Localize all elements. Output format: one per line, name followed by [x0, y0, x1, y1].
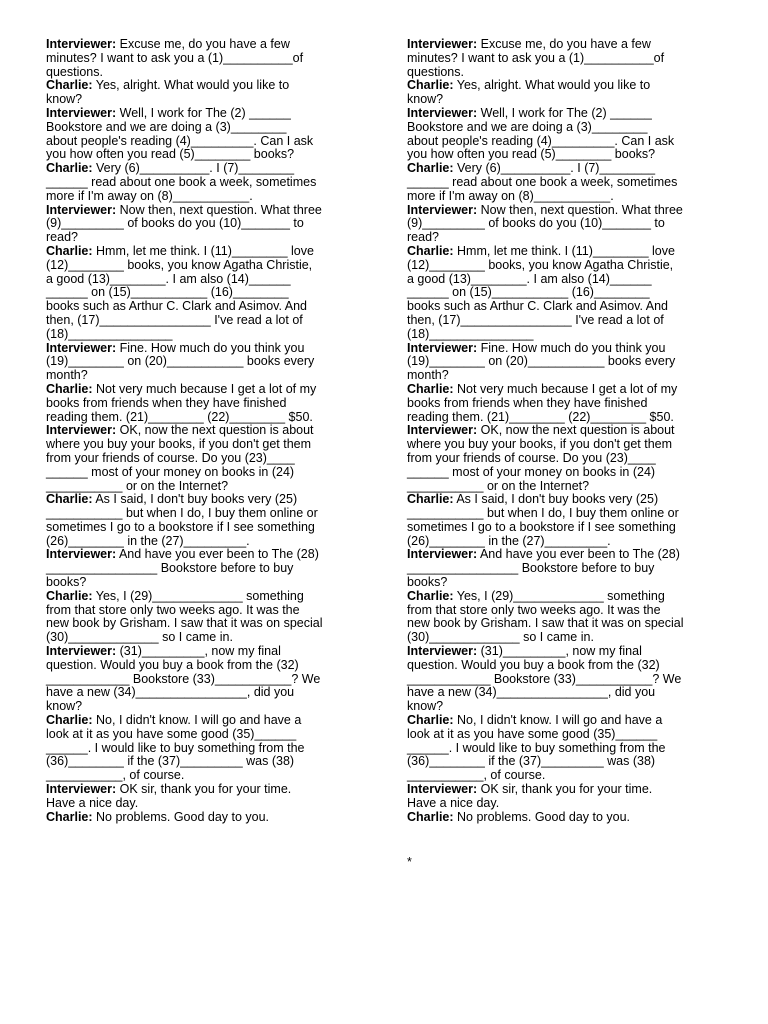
dialogue-line [407, 314, 725, 328]
dialogue-text: Well, I work for The (2) ______ [116, 105, 291, 120]
speaker-label: Interviewer: [46, 547, 117, 562]
speaker-label: Charlie: [407, 492, 454, 507]
dialogue-line [46, 107, 364, 121]
dialogue-text: (36)________ if the (37)_________ was (38) [407, 754, 656, 769]
dialogue-line [407, 604, 725, 618]
dialogue-line [46, 162, 364, 176]
speaker-label: Charlie: [46, 161, 93, 176]
dialogue-line [46, 686, 364, 700]
dialogue-text: (19)________ on (20)___________ books every [407, 354, 676, 369]
dialogue-line [46, 604, 364, 618]
dialogue-text: then, (17)________________ I've read a lot of [46, 312, 303, 327]
dialogue-line [46, 714, 364, 728]
dialogue-text: you how often you read (5)________ books? [46, 147, 295, 162]
dialogue-text: ___________ or on the Internet? [46, 478, 229, 493]
dialogue-text: minutes? I want to ask you a (1)__________of [46, 50, 304, 65]
dialogue-line [407, 576, 725, 590]
dialogue-line [46, 548, 364, 562]
dialogue-line [46, 286, 364, 300]
dialogue-text: from that store only two weeks ago. It was the [46, 602, 300, 617]
speaker-label: Charlie: [46, 78, 93, 93]
dialogue-line [407, 686, 725, 700]
dialogue-line [46, 783, 364, 797]
dialogue-line [407, 286, 725, 300]
dialogue-text: Hmm, let me think. I (11)________ love [92, 243, 314, 258]
dialogue-text: ______ most of your money on books in (24) [407, 464, 656, 479]
dialogue-text: ___________ or on the Internet? [407, 478, 590, 493]
dialogue-text: (12)________ books, you know Agatha Christie, [46, 257, 313, 272]
dialogue-line [46, 424, 364, 438]
dialogue-text: reading them. (21)________ (22)________ $50. [407, 409, 674, 424]
speaker-label: Charlie: [46, 492, 93, 507]
dialogue-line [46, 452, 364, 466]
dialogue-text: about people's reading (4)_________. Can I ask [46, 133, 314, 148]
dialogue-line [46, 355, 364, 369]
dialogue-line [46, 493, 364, 507]
dialogue-line [407, 590, 725, 604]
dialogue-text: And have you ever been to The (28) [477, 547, 680, 562]
dialogue-text: question. Would you buy a book from the (32) [46, 657, 299, 672]
dialogue-line [46, 535, 364, 549]
dialogue-text: (26)________ in the (27)_________. [407, 533, 611, 548]
dialogue-text: books from friends when they have finished [407, 395, 648, 410]
dialogue-text: month? [407, 368, 449, 383]
dialogue-line [46, 397, 364, 411]
dialogue-text: Fine. How much do you think you [477, 340, 666, 355]
dialogue-line [46, 300, 364, 314]
footer-mark: * [407, 855, 412, 869]
dialogue-text: Now then, next question. What three [477, 202, 683, 217]
dialogue-line [46, 231, 364, 245]
speaker-label: Charlie: [407, 713, 454, 728]
dialogue-text: a good (13)________. I am also (14)______ [46, 271, 291, 286]
speaker-label: Interviewer: [407, 105, 478, 120]
speaker-label: Interviewer: [46, 37, 117, 51]
dialogue-line [407, 797, 725, 811]
dialogue-text: look at it as you have some good (35)______ [407, 726, 658, 741]
speaker-label: Charlie: [46, 381, 93, 396]
dialogue-text: ____________ Bookstore (33)___________? We [46, 671, 321, 686]
dialogue-line [46, 659, 364, 673]
dialogue-line [407, 148, 725, 162]
dialogue-text: question. Would you buy a book from the (32) [407, 657, 660, 672]
dialogue-text: know? [46, 92, 83, 107]
dialogue-line [46, 176, 364, 190]
dialogue-text: No problems. Good day to you. [453, 809, 631, 824]
dialogue-line [46, 135, 364, 149]
dialogue-line [46, 328, 364, 342]
dialogue-text: Excuse me, do you have a few [116, 37, 290, 51]
dialogue-text: ___________, of course. [407, 768, 546, 783]
speaker-label: Charlie: [407, 588, 454, 603]
dialogue-text: read? [46, 230, 78, 245]
dialogue-line [407, 438, 725, 452]
dialogue-line [407, 162, 725, 176]
dialogue-text: have a new (34)________________, did you [407, 685, 656, 700]
speaker-label: Interviewer: [46, 644, 117, 659]
dialogue-line [46, 259, 364, 273]
dialogue-line [46, 645, 364, 659]
dialogue-line [407, 66, 725, 80]
dialogue-text: (9)_________ of books do you (10)_______ to [46, 216, 304, 231]
dialogue-line [407, 659, 725, 673]
dialogue-text: ______. I would like to buy something from the [46, 740, 305, 755]
dialogue-line [407, 328, 725, 342]
dialogue-line [407, 107, 725, 121]
dialogue-text: Very (6)__________. I (7)________ [453, 161, 656, 176]
dialogue-text: minutes? I want to ask you a (1)__________of [407, 50, 665, 65]
dialogue-text: books such as Arthur C. Clark and Asimov. And [46, 299, 308, 314]
dialogue-line [407, 300, 725, 314]
speaker-label: Charlie: [46, 809, 93, 824]
dialogue-line [407, 631, 725, 645]
dialogue-text: books? [407, 575, 448, 590]
dialogue-line [407, 397, 725, 411]
dialogue-line [46, 700, 364, 714]
dialogue-line [407, 424, 725, 438]
dialogue-line [407, 617, 725, 631]
dialogue-text: Have a nice day. [46, 795, 139, 810]
dialogue-line [407, 355, 725, 369]
dialogue-text: OK, now the next question is about [477, 423, 675, 438]
dialogue-line [46, 314, 364, 328]
dialogue-line [407, 383, 725, 397]
dialogue-text: know? [407, 92, 444, 107]
dialogue-line [407, 135, 725, 149]
dialogue-text: No problems. Good day to you. [92, 809, 270, 824]
dialogue-text: (30)_____________ so I came in. [46, 630, 233, 645]
dialogue-text: As I said, I don't buy books very (25) [453, 492, 659, 507]
dialogue-line [46, 38, 364, 52]
dialogue-text: about people's reading (4)_________. Can I ask [407, 133, 675, 148]
worksheet-column-left [46, 38, 364, 824]
dialogue-text: questions. [407, 64, 464, 79]
dialogue-text: ______ on (15)___________ (16)________ [407, 285, 650, 300]
dialogue-text: know? [46, 699, 83, 714]
dialogue-line [46, 466, 364, 480]
dialogue-line [46, 369, 364, 383]
dialogue-line [46, 728, 364, 742]
dialogue-text: sometimes I go to a bookstore if I see something [46, 519, 315, 534]
dialogue-text: ________________ Bookstore before to buy [46, 561, 294, 576]
dialogue-text: where you buy your books, if you don't get them [46, 437, 312, 452]
dialogue-line [46, 521, 364, 535]
dialogue-text: Yes, alright. What would you like to [92, 78, 290, 93]
speaker-label: Charlie: [407, 243, 454, 258]
dialogue-line [407, 190, 725, 204]
dialogue-text: questions. [46, 64, 103, 79]
dialogue-line [46, 52, 364, 66]
dialogue-text: ________________ Bookstore before to buy [407, 561, 655, 576]
dialogue-line [46, 507, 364, 521]
dialogue-text: new book by Grisham. I saw that it was on special [46, 616, 323, 631]
dialogue-line [407, 369, 725, 383]
dialogue-line [46, 438, 364, 452]
dialogue-line [46, 93, 364, 107]
dialogue-text: Yes, I (29)_____________ something [92, 588, 304, 603]
dialogue-text: read? [407, 230, 439, 245]
speaker-label: Interviewer: [407, 37, 478, 51]
dialogue-line [407, 480, 725, 494]
dialogue-line [46, 66, 364, 80]
dialogue-text: And have you ever been to The (28) [116, 547, 319, 562]
dialogue-line [407, 245, 725, 259]
speaker-label: Interviewer: [407, 340, 478, 355]
dialogue-text: (31)_________, now my final [116, 644, 281, 659]
dialogue-text: new book by Grisham. I saw that it was on special [407, 616, 684, 631]
dialogue-text: No, I didn't know. I will go and have a [92, 713, 302, 728]
dialogue-text: Hmm, let me think. I (11)________ love [453, 243, 675, 258]
dialogue-text: month? [46, 368, 88, 383]
dialogue-text: (18)_______________ [407, 326, 534, 341]
dialogue-line [407, 769, 725, 783]
dialogue-text: from your friends of course. Do you (23)____ [46, 450, 295, 465]
dialogue-text: ______ read about one book a week, sometimes [407, 174, 678, 189]
speaker-label: Interviewer: [46, 202, 117, 217]
speaker-label: Interviewer: [46, 782, 117, 797]
dialogue-text: Very (6)__________. I (7)________ [92, 161, 295, 176]
dialogue-line [46, 480, 364, 494]
dialogue-line [46, 121, 364, 135]
dialogue-text: from your friends of course. Do you (23)____ [407, 450, 656, 465]
dialogue-line [407, 452, 725, 466]
dialogue-line [407, 562, 725, 576]
dialogue-text: No, I didn't know. I will go and have a [453, 713, 663, 728]
dialogue-text: Excuse me, do you have a few [477, 37, 651, 51]
dialogue-line [46, 811, 364, 825]
dialogue-line [407, 755, 725, 769]
dialogue-line [407, 507, 725, 521]
dialogue-text: where you buy your books, if you don't get them [407, 437, 673, 452]
dialogue-line [46, 673, 364, 687]
dialogue-text: ______ most of your money on books in (24) [46, 464, 295, 479]
dialogue-text: books such as Arthur C. Clark and Asimov. And [407, 299, 669, 314]
dialogue-line [407, 811, 725, 825]
dialogue-line [46, 204, 364, 218]
speaker-label: Charlie: [46, 243, 93, 258]
dialogue-line [407, 548, 725, 562]
dialogue-line [407, 783, 725, 797]
dialogue-line [46, 190, 364, 204]
dialogue-line [46, 217, 364, 231]
dialogue-text: look at it as you have some good (35)______ [46, 726, 297, 741]
speaker-label: Interviewer: [407, 423, 478, 438]
speaker-label: Charlie: [407, 809, 454, 824]
speaker-label: Interviewer: [407, 547, 478, 562]
dialogue-text: you how often you read (5)________ books? [407, 147, 656, 162]
dialogue-line [407, 714, 725, 728]
dialogue-line [46, 631, 364, 645]
dialogue-line [46, 342, 364, 356]
dialogue-line [407, 728, 725, 742]
speaker-label: Charlie: [407, 381, 454, 396]
dialogue-line [407, 342, 725, 356]
dialogue-text: Not very much because I get a lot of my [453, 381, 678, 396]
dialogue-text: OK sir, thank you for your time. [116, 782, 292, 797]
dialogue-text: Not very much because I get a lot of my [92, 381, 317, 396]
dialogue-line [407, 411, 725, 425]
dialogue-line [407, 52, 725, 66]
speaker-label: Interviewer: [407, 782, 478, 797]
dialogue-line [407, 79, 725, 93]
dialogue-line [407, 700, 725, 714]
dialogue-line [407, 176, 725, 190]
dialogue-text: ______ on (15)___________ (16)________ [46, 285, 289, 300]
dialogue-text: OK, now the next question is about [116, 423, 314, 438]
dialogue-text: As I said, I don't buy books very (25) [92, 492, 298, 507]
dialogue-line [46, 245, 364, 259]
dialogue-text: a good (13)________. I am also (14)______ [407, 271, 652, 286]
dialogue-text: (31)_________, now my final [477, 644, 642, 659]
speaker-label: Interviewer: [46, 423, 117, 438]
dialogue-text: ___________ but when I do, I buy them online or [407, 506, 679, 521]
dialogue-text: (12)________ books, you know Agatha Christie, [407, 257, 674, 272]
dialogue-text: then, (17)________________ I've read a lot of [407, 312, 664, 327]
dialogue-text: Yes, I (29)_____________ something [453, 588, 665, 603]
dialogue-text: have a new (34)________________, did you [46, 685, 295, 700]
dialogue-text: Bookstore and we are doing a (3)________ [407, 119, 648, 134]
dialogue-text: (30)_____________ so I came in. [407, 630, 594, 645]
dialogue-text: Fine. How much do you think you [116, 340, 305, 355]
dialogue-line [46, 148, 364, 162]
dialogue-line [407, 231, 725, 245]
dialogue-text: ______ read about one book a week, sometimes [46, 174, 317, 189]
speaker-label: Charlie: [407, 161, 454, 176]
dialogue-text: books from friends when they have finished [46, 395, 287, 410]
dialogue-text: (19)________ on (20)___________ books every [46, 354, 315, 369]
dialogue-text: Yes, alright. What would you like to [453, 78, 651, 93]
dialogue-text: books? [46, 575, 87, 590]
dialogue-line [46, 769, 364, 783]
dialogue-text: more if I'm away on (8)___________. [46, 188, 253, 203]
dialogue-line [407, 259, 725, 273]
dialogue-line [407, 493, 725, 507]
dialogue-text: ___________ but when I do, I buy them online or [46, 506, 318, 521]
dialogue-text: ____________ Bookstore (33)___________? We [407, 671, 682, 686]
dialogue-line [407, 204, 725, 218]
dialogue-text: know? [407, 699, 444, 714]
speaker-label: Interviewer: [46, 105, 117, 120]
dialogue-line [407, 38, 725, 52]
dialogue-line [407, 121, 725, 135]
dialogue-text: Bookstore and we are doing a (3)________ [46, 119, 287, 134]
dialogue-text: Now then, next question. What three [116, 202, 322, 217]
dialogue-text: Well, I work for The (2) ______ [477, 105, 652, 120]
dialogue-text: ______. I would like to buy something from the [407, 740, 666, 755]
dialogue-text: (26)________ in the (27)_________. [46, 533, 250, 548]
dialogue-line [46, 562, 364, 576]
speaker-label: Charlie: [407, 78, 454, 93]
dialogue-line [46, 617, 364, 631]
dialogue-text: Have a nice day. [407, 795, 500, 810]
dialogue-line [407, 217, 725, 231]
dialogue-text: reading them. (21)________ (22)________ $50. [46, 409, 313, 424]
dialogue-line [46, 273, 364, 287]
dialogue-line [407, 673, 725, 687]
dialogue-text: ___________, of course. [46, 768, 185, 783]
dialogue-line [407, 466, 725, 480]
speaker-label: Interviewer: [407, 202, 478, 217]
speaker-label: Interviewer: [407, 644, 478, 659]
dialogue-text: (36)________ if the (37)_________ was (38) [46, 754, 295, 769]
dialogue-line [46, 742, 364, 756]
speaker-label: Charlie: [46, 713, 93, 728]
dialogue-line [407, 93, 725, 107]
dialogue-line [407, 521, 725, 535]
dialogue-line [407, 742, 725, 756]
dialogue-line [407, 645, 725, 659]
dialogue-line [46, 590, 364, 604]
dialogue-line [46, 79, 364, 93]
dialogue-text: more if I'm away on (8)___________. [407, 188, 614, 203]
speaker-label: Interviewer: [46, 340, 117, 355]
dialogue-line [46, 755, 364, 769]
dialogue-text: (9)_________ of books do you (10)_______ to [407, 216, 665, 231]
dialogue-line [407, 535, 725, 549]
dialogue-line [46, 411, 364, 425]
dialogue-line [46, 797, 364, 811]
dialogue-line [46, 576, 364, 590]
dialogue-text: sometimes I go to a bookstore if I see something [407, 519, 676, 534]
dialogue-line [46, 383, 364, 397]
worksheet-column-right [407, 38, 725, 824]
dialogue-text: (18)_______________ [46, 326, 173, 341]
dialogue-text: from that store only two weeks ago. It was the [407, 602, 661, 617]
dialogue-line [407, 273, 725, 287]
dialogue-text: OK sir, thank you for your time. [477, 782, 653, 797]
speaker-label: Charlie: [46, 588, 93, 603]
